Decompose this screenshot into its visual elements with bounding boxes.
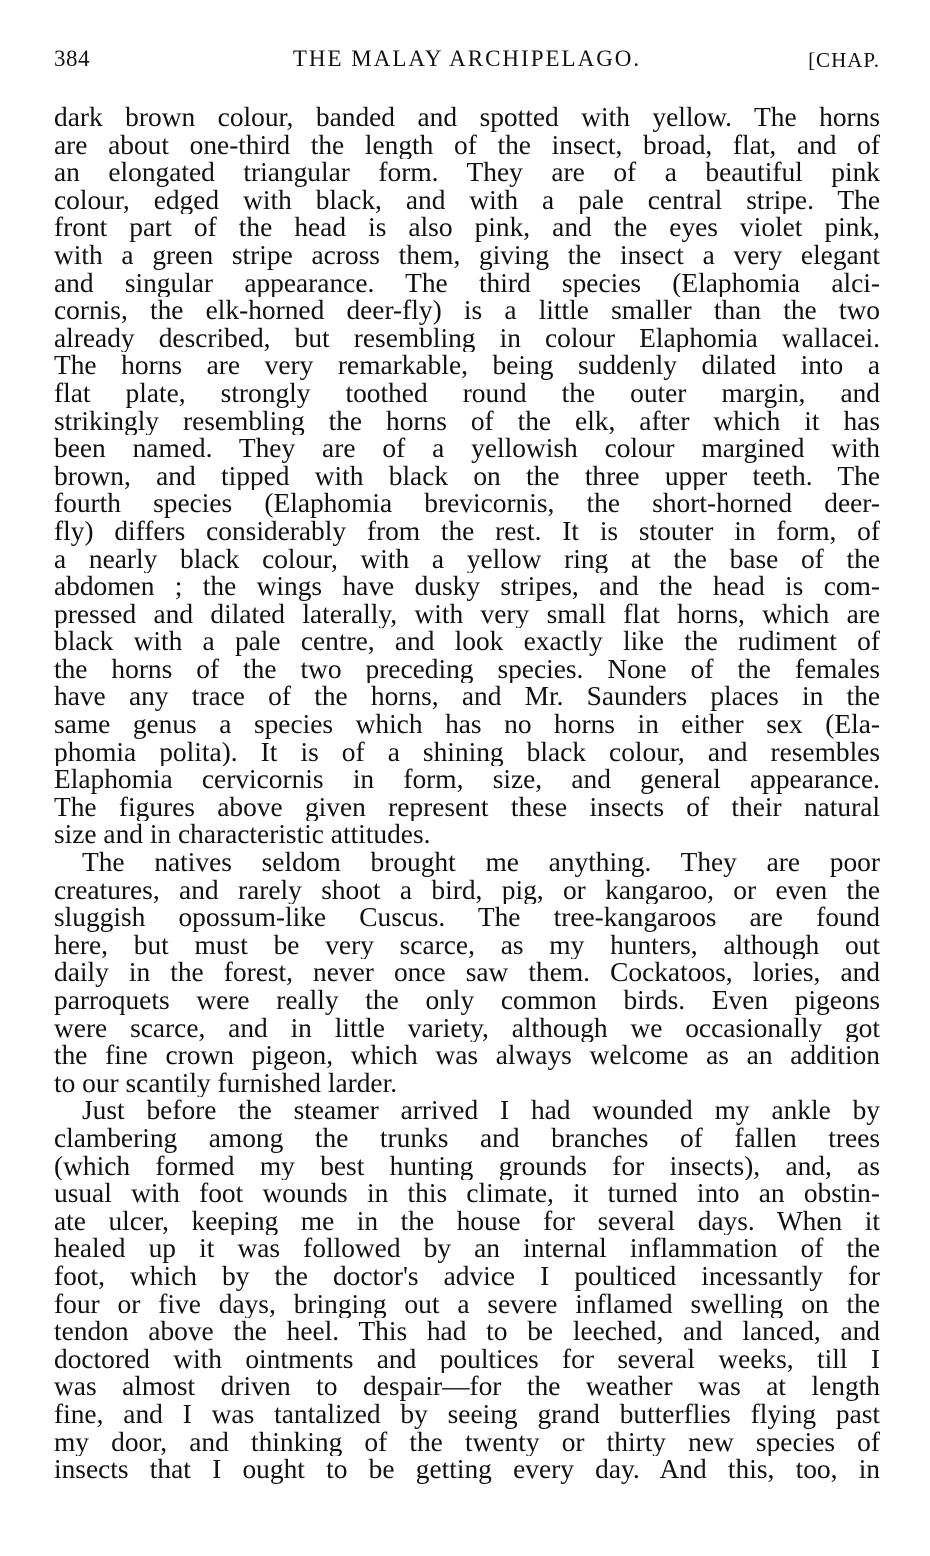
text-line: already described, but resembling in colour Elaphomia wallacei. [54,324,880,353]
text-line: to our scantily furnished larder. [54,1069,398,1098]
paragraph [54,849,880,1097]
text-line: flat plate, strongly toothed round the outer margin, and [54,379,880,408]
text-line: The horns are very remarkable, being suddenly dilated into a [54,352,880,380]
text-line: strikingly resembling the horns of the elk, after which it has [54,407,880,436]
text-line: my door, and thinking of the twenty or thirty new species of [54,1428,880,1457]
running-head [54,46,880,76]
text-line: The natives seldom brought me anything. They are poor [82,849,880,877]
text-line: fourth species (Elaphomia brevicornis, the short-horned deer- [54,490,880,518]
paragraph [54,1097,880,1483]
body-text [54,104,880,1484]
text-line: The figures above given represent these insects of their natural [54,793,880,822]
text-line: size and in characteristic attitudes. [54,821,431,850]
text-line: abdomen ; the wings have dusky stripes, and the head is com- [54,573,880,601]
text-line: creatures, and rarely shoot a bird, pig, or kangaroo, or even the [54,876,880,905]
text-line: the horns of the two preceding species. None of the females [54,655,880,684]
text-line: insects that I ought to be getting every day. And this, too, in [54,1456,880,1484]
text-line: (which formed my best hunting grounds for insects), and, as [54,1152,880,1181]
chapter-marker: [CHAP. [808,48,880,72]
text-line: cornis, the elk-horned deer-fly) is a little smaller than the two [54,297,880,325]
text-line: parroquets were really the only common birds. Even pigeons [54,987,880,1015]
text-line: usual with foot wounds in this climate, it turned into an obstin- [54,1180,880,1208]
text-line: brown, and tipped with black on the three upper teeth. The [54,462,880,491]
text-line: dark brown colour, banded and spotted with yellow. The horns [54,104,880,132]
text-line: tendon above the heel. This had to be leeched, and lanced, and [54,1318,880,1346]
text-line: an elongated triangular form. They are of a beautiful pink [54,159,880,187]
text-line: four or five days, bringing out a severe inflamed swelling on the [54,1290,880,1319]
text-line: are about one-third the length of the insect, broad, flat, and of [54,131,880,160]
text-line: fly) differs considerably from the rest. It is stouter in form, of [54,517,880,546]
text-line: been named. They are of a yellowish colour margined with [54,435,880,463]
text-line: sluggish opossum-like Cuscus. The tree-kangaroos are found [54,904,880,932]
text-line: foot, which by the doctor's advice I poulticed incessantly for [54,1262,880,1291]
text-line: pressed and dilated laterally, with very small flat horns, which are [54,600,880,629]
text-line: black with a pale centre, and look exactly like the rudiment of [54,628,880,656]
text-line: doctored with ointments and poultices for several weeks, till I [54,1345,880,1374]
text-line: clambering among the trunks and branches of fallen trees [54,1124,880,1153]
text-line: a nearly black colour, with a yellow ring at the base of the [54,545,880,574]
text-line: was almost driven to despair—for the weather was at length [54,1373,880,1401]
text-line: colour, edged with black, and with a pale central stripe. The [54,186,880,215]
text-line: healed up it was followed by an internal inflammation of the [54,1235,880,1263]
page-number: 384 [54,46,90,71]
text-line: daily in the forest, never once saw them. Cockatoos, lories, and [54,959,880,987]
text-line: fine, and I was tantalized by seeing grand butterflies flying past [54,1400,880,1429]
text-line: and singular appearance. The third species (Elaphomia alci- [54,269,880,298]
text-line: phomia polita). It is of a shining black colour, and resembles [54,738,880,767]
text-line: Elaphomia cervicornis in form, size, and general appearance. [54,766,880,794]
text-line: the fine crown pigeon, which was always welcome as an addition [54,1042,880,1070]
text-line: Just before the steamer arrived I had wounded my ankle by [82,1097,880,1125]
running-title: THE MALAY ARCHIPELAGO. [292,46,642,71]
text-line: front part of the head is also pink, and the eyes violet pink, [54,214,880,242]
text-line: here, but must be very scarce, as my hunters, although out [54,931,880,960]
text-line: with a green stripe across them, giving the insect a very elegant [54,241,880,270]
text-line: ate ulcer, keeping me in the house for several days. When it [54,1207,880,1236]
text-line: have any trace of the horns, and Mr. Saunders places in the [54,683,880,712]
text-line: same genus a species which has no horns in either sex (Ela- [54,711,880,739]
paragraph [54,104,880,849]
text-line: were scarce, and in little variety, although we occasionally got [54,1014,880,1043]
